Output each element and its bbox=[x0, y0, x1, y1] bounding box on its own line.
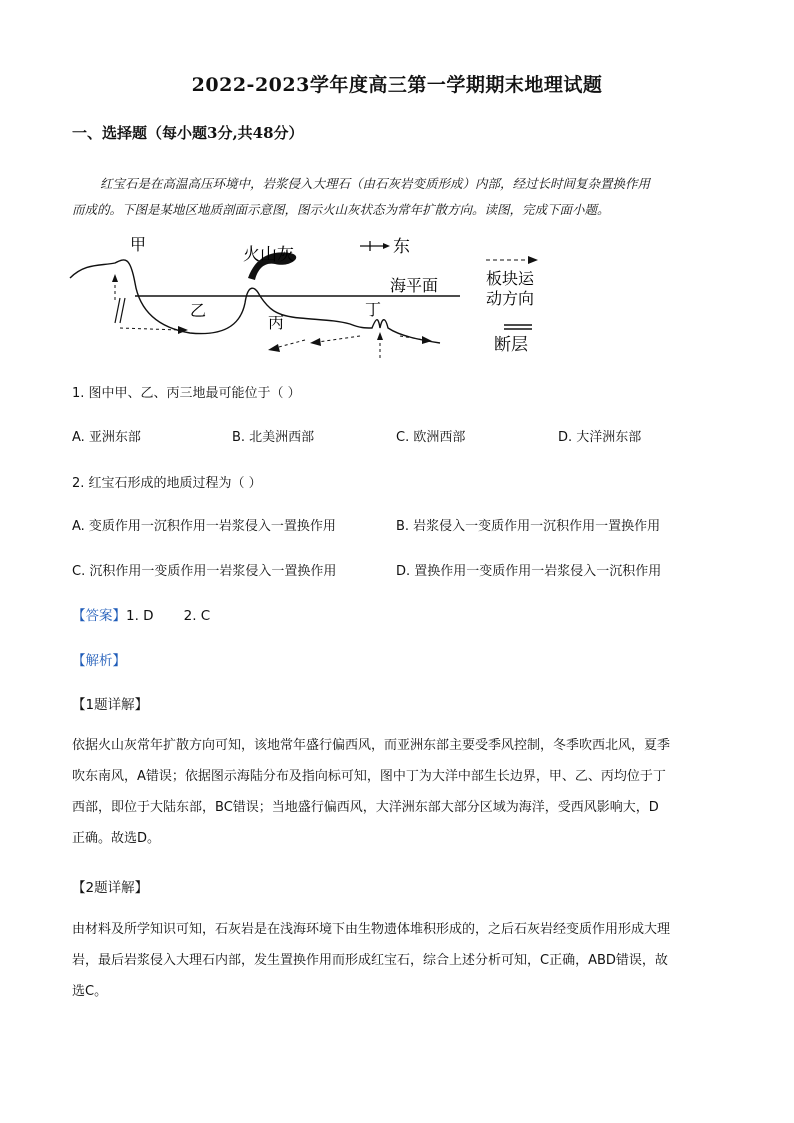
q1-option-b[interactable]: B. 北美洲西部 bbox=[232, 430, 315, 445]
label-sea-level: 海平面 bbox=[390, 276, 439, 295]
intro-line-2: 而成的。下图是某地区地质剖面示意图，图示火山灰状态为常年扩散方向。读图，完成下面小题。 bbox=[72, 202, 610, 217]
q2-option-b[interactable]: B. 岩浆侵入一变质作用一沉积作用一置换作用 bbox=[396, 519, 661, 534]
plate-arrow-east bbox=[318, 336, 360, 342]
page-title: 2022-2023学年度高三第一学期期末地理试题 bbox=[191, 74, 603, 96]
detail1-line-3: 西部，即位于大陆东部，BC错误；当地盛行偏西风，大洋洲东部大部分区域为海洋，受西风影响大，D bbox=[72, 800, 659, 815]
answer-tag: 【答案】 bbox=[72, 608, 126, 624]
detail1-body bbox=[72, 730, 722, 854]
subduction-arrow bbox=[275, 340, 305, 348]
legend-plate-label-2: 动方向 bbox=[486, 289, 535, 308]
answer-text: 1. D 2. C bbox=[126, 608, 211, 624]
q1-option-c[interactable]: C. 欧洲西部 bbox=[396, 430, 466, 445]
analysis-tag: 【解析】 bbox=[72, 653, 126, 669]
section-heading: 一、选择题（每小题3分,共48分） bbox=[72, 124, 304, 142]
detail2-heading: 【2题详解】 bbox=[72, 880, 149, 896]
detail1-line-1: 依据火山灰常年扩散方向可知，该地常年盛行偏西风，而亚洲东部主要受季风控制，冬季吹西北风，夏季 bbox=[72, 738, 671, 753]
label-yi: 乙 bbox=[190, 301, 207, 320]
intro-line-1: 红宝石是在高温高压环境中，岩浆侵入大理石（由石灰岩变质形成）内部，经过长时间复杂置换作用 bbox=[100, 176, 651, 191]
q2-stem: 2. 红宝石形成的地质过程为（ ） bbox=[72, 476, 262, 491]
label-ding: 丁 bbox=[365, 300, 382, 319]
detail1-line-4: 正确。故选D。 bbox=[72, 831, 161, 846]
detail2-line-2: 岩，最后岩浆侵入大理石内部，发生置换作用而形成红宝石，综合上述分析可知，C正确，ABD错误，故 bbox=[72, 953, 668, 968]
answer-line bbox=[72, 604, 210, 624]
legend-fault-label: 断层 bbox=[494, 335, 528, 355]
label-jia: 甲 bbox=[130, 235, 147, 254]
label-bing: 丙 bbox=[268, 313, 285, 332]
label-ash: 火山灰 bbox=[243, 245, 294, 265]
detail2-line-3: 选C。 bbox=[72, 984, 108, 999]
detail1-heading: 【1题详解】 bbox=[72, 697, 149, 713]
q1-option-d[interactable]: D. 大洋洲东部 bbox=[558, 430, 642, 445]
q1-stem: 1. 图中甲、乙、丙三地最可能位于（ ） bbox=[72, 386, 301, 401]
detail1-line-2: 吹东南风，A错误；依据图示海陆分布及指向标可知，图中丁为大洋中部生长边界，甲、乙、丙均位于丁 bbox=[72, 769, 666, 784]
detail2-line-1: 由材料及所学知识可知，石灰岩是在浅海环境下由生物遗体堆积形成的，之后石灰岩经变质作用形成大理 bbox=[72, 922, 671, 937]
detail2-body bbox=[72, 914, 722, 1007]
q1-option-a[interactable]: A. 亚洲东部 bbox=[72, 430, 141, 445]
label-east: 东 bbox=[393, 237, 410, 257]
q2-option-d[interactable]: D. 置换作用一变质作用一岩浆侵入一沉积作用 bbox=[396, 564, 662, 579]
diagram-legend bbox=[482, 232, 562, 362]
legend-plate-label-1: 板块运 bbox=[486, 269, 535, 288]
q2-option-c[interactable]: C. 沉积作用一变质作用一岩浆侵入一置换作用 bbox=[72, 564, 337, 579]
q2-option-a[interactable]: A. 变质作用一沉积作用一岩浆侵入一置换作用 bbox=[72, 519, 336, 534]
